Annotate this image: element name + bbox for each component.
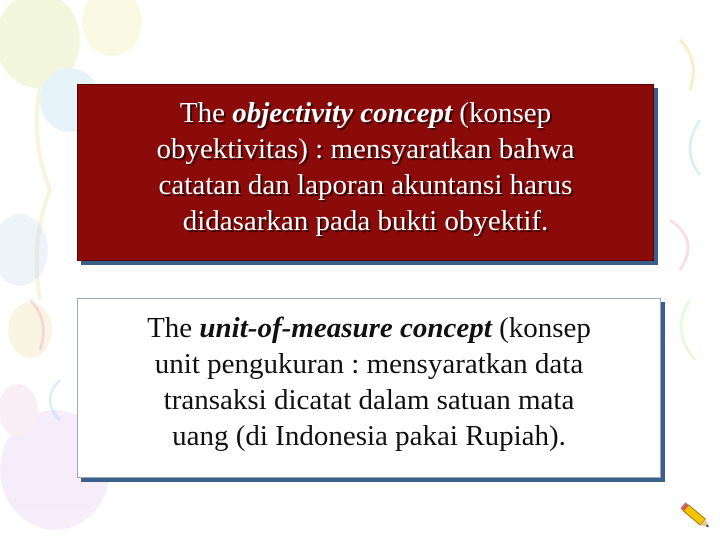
objectivity-concept-box	[77, 84, 654, 261]
pencil-icon	[680, 502, 711, 530]
text-segment: The	[179, 97, 233, 129]
text-line: didasarkan pada bukti obyektif.	[182, 205, 549, 237]
text-line	[78, 310, 660, 346]
text-segment: (konsep	[452, 97, 552, 129]
text-segment: (konsep	[491, 312, 591, 344]
text-segment: The	[147, 312, 200, 344]
text-line	[78, 95, 653, 131]
term-emphasis: objectivity concept	[232, 97, 453, 129]
text-line: unit pengukuran : mensyaratkan data	[154, 348, 584, 380]
text-line: obyektivitas) : mensyaratkan bahwa	[156, 133, 575, 165]
text-line: transaksi dicatat dalam satuan mata	[163, 384, 575, 416]
term-emphasis: unit-of-measure concept	[199, 312, 492, 344]
text-line: uang (di Indonesia pakai Rupiah).	[172, 420, 566, 452]
unit-of-measure-concept-box	[77, 298, 661, 478]
text-line: catatan dan laporan akuntansi harus	[158, 169, 573, 201]
